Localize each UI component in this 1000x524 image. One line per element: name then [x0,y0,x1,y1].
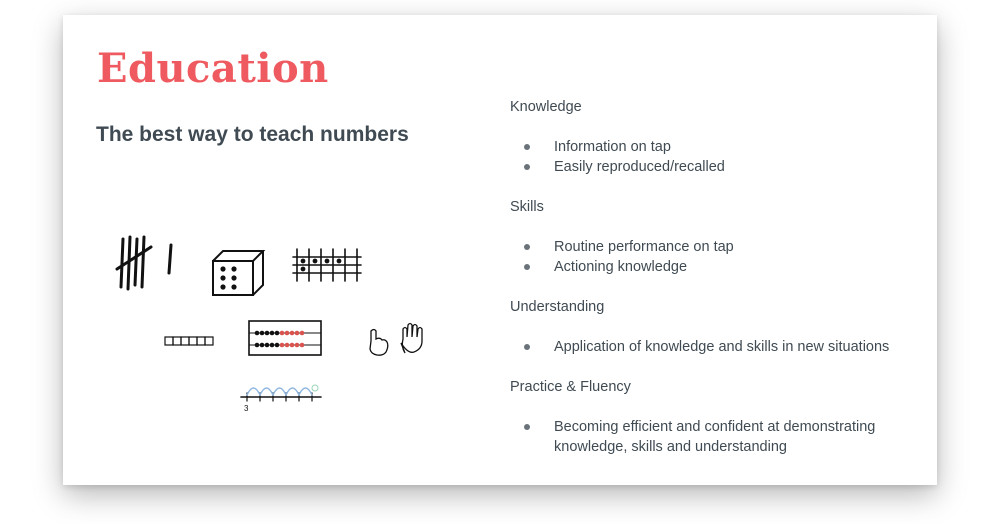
bullet-item: Easily reproduced/recalled [510,157,920,177]
section-practice-fluency [510,377,920,457]
section-heading: Practice & Fluency [510,379,631,395]
bullet-item: Routine performance on tap [510,237,920,257]
bullet-item: Becoming efficient and confident at demonstrating knowledge, skills and understanding [510,417,920,457]
bullet-list [510,237,920,277]
number-line-sketch [241,385,321,413]
section-heading: Understanding [510,299,605,315]
tally-marks-sketch [117,237,171,289]
bullet-item: Information on tap [510,137,920,157]
linking-cubes-sketch [165,337,213,345]
bullet-list [510,417,920,457]
bullet-item: Application of knowledge and skills in new situations [510,337,920,357]
slide-title: Education [97,45,329,92]
section-heading: Skills [510,199,544,215]
learning-components-list [510,97,920,477]
slide-subtitle: The best way to teach numbers [96,123,409,146]
abacus-sketch [249,321,321,355]
hands-counting-sketch [370,324,422,356]
section-knowledge [510,97,920,177]
bullet-item: Actioning knowledge [510,257,920,277]
section-heading: Knowledge [510,99,582,115]
number-line-start-label: 3 [244,404,249,413]
slide [63,15,937,485]
section-skills [510,197,920,277]
bullet-list [510,137,920,177]
dice-sketch [213,251,263,295]
section-understanding [510,297,920,357]
bullet-list [510,337,920,357]
ten-frame-sketch [293,249,361,281]
number-representations-illustration [103,225,433,425]
